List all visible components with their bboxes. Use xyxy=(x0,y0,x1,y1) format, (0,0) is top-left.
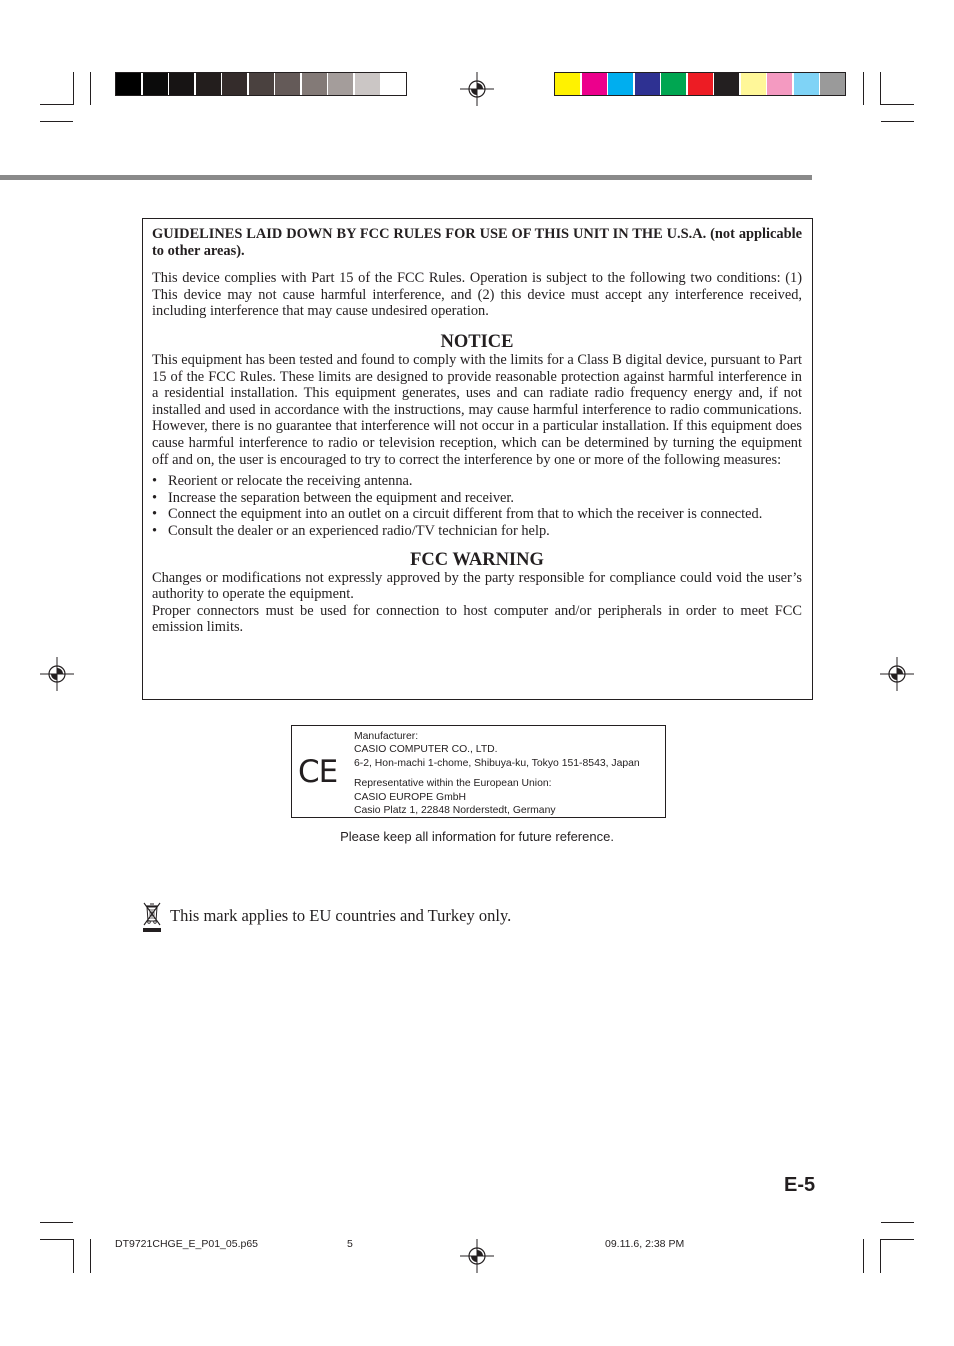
color-swatch xyxy=(355,73,380,95)
header-rule xyxy=(0,175,812,180)
color-swatch xyxy=(196,73,221,95)
color-swatch xyxy=(608,73,633,95)
notice-title: NOTICE xyxy=(440,331,514,352)
fcc-warning-title: FCC WARNING xyxy=(410,549,544,570)
color-swatch xyxy=(820,73,845,95)
registration-mark-icon xyxy=(40,657,74,691)
color-swatch xyxy=(714,73,739,95)
color-swatch xyxy=(249,73,274,95)
color-swatch xyxy=(741,73,766,95)
registration-mark-icon xyxy=(460,1239,494,1273)
bullet: • xyxy=(152,473,158,490)
weee-note: This mark applies to EU countries and Turkey only. xyxy=(170,906,512,925)
color-swatch xyxy=(661,73,686,95)
eu-representative-address: Casio Platz 1, 22848 Norderstedt, Germany xyxy=(354,805,556,817)
slug-page: 5 xyxy=(347,1238,353,1250)
color-swatch xyxy=(328,73,353,95)
slug-filename: DT9721CHGE_E_P01_05.p65 xyxy=(115,1238,259,1250)
registration-mark-icon xyxy=(880,657,914,691)
eu-representative-label: Representative within the European Union: xyxy=(354,778,552,790)
color-swatch xyxy=(767,73,792,95)
page-number: E-5 xyxy=(784,1174,816,1196)
color-swatch xyxy=(143,73,168,95)
bullet: • xyxy=(152,522,158,539)
manufacturer-label: Manufacturer: xyxy=(354,731,419,742)
manufacturer-name: CASIO COMPUTER CO., LTD. xyxy=(354,744,498,756)
notice-text: This equipment has been tested and found to comply with the limits for a Class B digital device, pursuant to Part 15 of the FCC Rules. These limits are designed to provide reasonable protection against harmful interference in a residential installation. This equipment generates, uses and can radiate radio frequency energy and, if not installed and used in accordance with the instructions, may cause harmful interference to radio communications. However, there is no guarantee that interference will not occur in a particular installation. If this equipment does cause harmful interference to radio or television reception, which can be determined by turning the equipment off and on, the user is encouraged to try to correct the interference by one or more of the following measures: xyxy=(152,351,802,468)
list-item: • Consult the dealer or an experienced radio/TV technician for help. xyxy=(152,522,550,539)
list-item: • Increase the separation between the equipment and receiver. xyxy=(152,489,515,506)
eu-representative-name: CASIO EUROPE GmbH xyxy=(354,791,467,803)
crossed-out-wheelie-bin-icon xyxy=(142,902,162,934)
fcc-connector-text: Proper connectors must be used for connection to host computer and/or peripherals in order to meet FCC emission limits. xyxy=(152,602,802,636)
color-swatch xyxy=(116,73,141,95)
slug-datetime: 09.11.6, 2:38 PM xyxy=(605,1238,685,1250)
grayscale-color-bar xyxy=(115,72,407,96)
list-item: • Connect the equipment into an outlet on a circuit different from that to which the receiver is connected. xyxy=(152,506,763,523)
fcc-guidelines-box xyxy=(142,218,813,700)
list-item: • Reorient or relocate the receiving antenna. xyxy=(152,473,413,490)
color-swatch xyxy=(582,73,607,95)
manufacturer-address: 6-2, Hon-machi 1-chome, Shibuya-ku, Tokyo 151-8543, Japan xyxy=(354,757,640,769)
fcc-intro-text: This device complies with Part 15 of the FCC Rules. Operation is subject to the following two conditions: (1) This device may not cause harmful interference, and (2) this device must accept any interference received, including interference that may cause undesired operation. xyxy=(152,270,802,320)
color-swatch xyxy=(635,73,660,95)
color-swatch xyxy=(794,73,819,95)
registration-mark-icon xyxy=(460,72,494,106)
bullet: • xyxy=(152,489,158,506)
fcc-heading: GUIDELINES LAID DOWN BY FCC RULES FOR USE OF THIS UNIT IN THE U.S.A. (not applicable to other areas). xyxy=(152,226,802,259)
ce-declaration-box xyxy=(291,725,666,818)
ce-mark-logo: CE xyxy=(298,754,338,790)
color-swatch xyxy=(222,73,247,95)
color-swatch xyxy=(169,73,194,95)
color-swatch xyxy=(555,73,580,95)
ce-declaration-text xyxy=(354,730,666,817)
color-swatch xyxy=(688,73,713,95)
keep-info-note: Please keep all information for future reference. xyxy=(340,829,614,844)
color-swatch xyxy=(302,73,327,95)
color-swatch xyxy=(275,73,300,95)
fcc-warning-text: Changes or modifications not expressly approved by the party responsible for compliance could void the user’s authority to operate the equipment. xyxy=(152,569,802,603)
bullet: • xyxy=(152,506,158,523)
process-color-bar xyxy=(554,72,846,96)
measures-list xyxy=(152,473,802,539)
color-swatch xyxy=(381,73,406,95)
